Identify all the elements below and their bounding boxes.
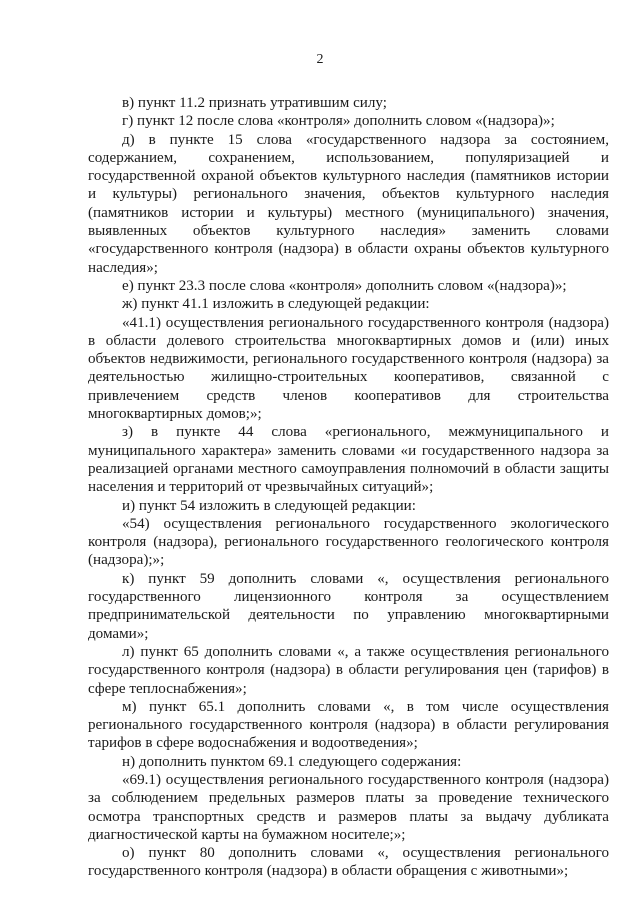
amendment-item-zh: ж) пункт 41.1 изложить в следующей редакции:: [122, 296, 430, 313]
amendment-item-g: г) пункт 12 после слова «контроля» дополнить словом «(надзора)»;: [122, 113, 555, 130]
amendment-item-e: е) пункт 23.3 после слова «контроля» дополнить словом «(надзора)»;: [122, 277, 567, 294]
amendment-item-m: м) пункт 65.1 дополнить словами «, в том числе осуществления регионального государственного контроля (надзора) в области регулирования тарифов в сфере водоснабжения и водоотведения»;: [88, 698, 609, 752]
new-text-54: «54) осуществления регионального государственного экологического контроля (надзора), регионального государственного геологического контроля (надзора);»;: [88, 515, 609, 569]
amendment-item-l: л) пункт 65 дополнить словами «, а также осуществления регионального государственного контроля (надзора) в области регулирования цен (тарифов) в сфере теплоснабжения»;: [88, 643, 609, 697]
amendment-item-v: в) пункт 11.2 признать утратившим силу;: [122, 95, 387, 111]
amendment-item-d: д) в пункте 15 слова «государственного надзора за состоянием, содержанием, сохранением, использованием, популяризацией и государственной охраной объектов культурного наследия (памятников истории и культуры) регионального значения, объектов культурного наследия (памятников истории и культуры) местного (муниципального) значения, выявленных объектов культурного наследия» заменить словами «государственного контроля (надзора) в области охраны объектов культурного наследия»;: [88, 131, 609, 276]
amendment-item-z: з) в пункте 44 слова «регионального, межмуниципального и муниципального характера» заменить словами «и государственного надзора за реализацией органами местного самоуправления полномочий в области защиты населения и территорий от чрезвычайных ситуаций»;: [88, 424, 609, 496]
amendment-item-i: и) пункт 54 изложить в следующей редакции:: [122, 497, 416, 514]
document-body: [88, 94, 609, 881]
amendment-item-o: о) пункт 80 дополнить словами «, осуществления регионального государственного контроля (надзора) в области обращения с животными»;: [88, 845, 609, 880]
page-number: 2: [316, 52, 324, 67]
new-text-69-1: «69.1) осуществления регионального государственного контроля (надзора) за соблюдением предельных размеров платы за проведение технического осмотра транспортных средств и размеров платы за выдачу дубликата диагностической карты на бумажном носителе;»;: [88, 771, 609, 843]
amendment-item-k: к) пункт 59 дополнить словами «, осуществления регионального государственного лицензионного контроля за осуществлением предпринимательской деятельности по управлению многоквартирными домами»;: [88, 570, 609, 642]
new-text-41-1: «41.1) осуществления регионального государственного контроля (надзора) в области долевого строительства многоквартирных домов и (или) иных объектов недвижимости, регионального государственного контроля (надзора) за деятельностью жилищно-строительных кооперативов, связанной с привлечением средств членов кооперативов для строительства многоквартирных домов;»;: [88, 314, 609, 423]
amendment-item-n: н) дополнить пунктом 69.1 следующего содержания:: [122, 753, 462, 770]
